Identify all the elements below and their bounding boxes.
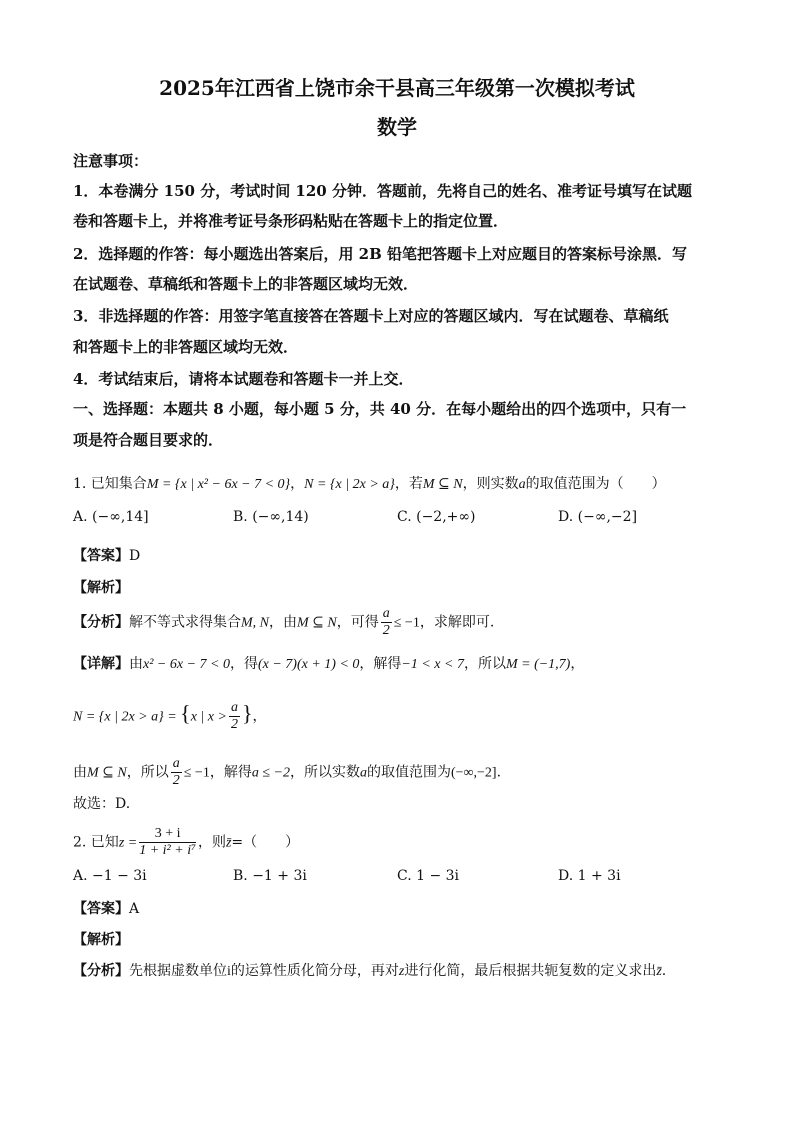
q2-answer: 【答案】A [73,901,140,917]
q1-option-d: D. (−∞,−2] [558,509,638,525]
notice-item: 3．非选择题的作答：用签字笔直接答在答题卡上对应的答题区域内．写在试题卷、草稿纸 [73,307,669,325]
q1-choice: 故选：D. [73,796,131,812]
q1-analysis-tag: 【解析】 [73,580,129,596]
q1-fenxi: 【分析】解不等式求得集合M, N，由M ⊆ N，可得 $\frac{a}{2}$ ≤ −1，求解即可. [73,606,495,638]
notice-item: 1．本卷满分 150 分，考试时间 120 分钟．答题前，先将自己的姓名、准考证号填写在试题 [73,182,692,200]
notice-item: 卷和答题卡上，并将准考证号条形码粘贴在答题卡上的指定位置． [73,212,509,230]
q2-analysis-tag: 【解析】 [73,932,129,948]
subject-title: 数学 [377,115,417,139]
q2-option-d: D. 1 + 3i [558,868,621,884]
set-n: N = {x | 2x > a} [304,477,395,492]
notice-item: 在试题卷、草稿纸和答题卡上的非答题区域均无效． [73,275,419,293]
q1-option-a: A. (−∞,14] [73,509,149,525]
notice-heading: 注意事项： [73,152,149,170]
q1-option-b: B. (−∞,14) [233,509,309,525]
section-heading: 项是符合题目要求的． [73,431,224,449]
q1-detail-line1: 【详解】由x² − 6x − 7 < 0，得(x − 7)(x + 1) < 0，解得−1 < x < 7，所以M = (−1,7)， [73,656,585,672]
notice-item: 2．选择题的作答：每小题选出答案后，用 2B 铅笔把答题卡上对应题目的答案标号涂黑．写 [73,245,688,263]
exam-title: 2025年江西省上饶市余干县高三年级第一次模拟考试 [159,76,635,100]
q2-fenxi: 【分析】先根据虚数单位i的运算性质化简分母，再对z进行化简，最后根据共轭复数的定义求出z̄. [73,963,667,979]
section-heading: 一、选择题：本题共 8 小题，每小题 5 分，共 40 分．在每小题给出的四个选项中，只有一 [73,400,687,418]
question-2-stem: 2. 已知z = $\frac{3 + i}{\text{1 + i² + i⁷}}$ ，则z̄=（ ） [73,826,300,858]
q1-answer: 【答案】D [73,548,141,564]
q1-detail-line2: N = {x | 2x > a} = {x | x > $\frac{a}{2}$ }， [73,700,267,732]
set-m: M = {x | x² − 6x − 7 < 0} [146,477,291,492]
q2-option-c: C. 1 − 3i [397,868,460,884]
q1-conclusion: 由M ⊆ N，所以 $\frac{a}{2}$ ≤ −1，解得a ≤ −2，所以实数a的取值范围为(−∞,−2]. [73,756,502,788]
q1-option-c: C. (−2,+∞) [397,509,476,525]
q2-option-a: A. −1 − 3i [73,868,147,884]
notice-item: 4．考试结束后，请将本试题卷和答题卡一并上交． [73,370,414,388]
notice-item: 和答题卡上的非答题区域均无效． [73,338,299,356]
q2-option-b: B. −1 + 3i [233,868,307,884]
question-1-stem: 1. 已知集合M = {x | x² − 6x − 7 < 0}，N = {x | 2x > a}，若M ⊆ N，则实数a的取值范围为（ ） [73,476,666,492]
